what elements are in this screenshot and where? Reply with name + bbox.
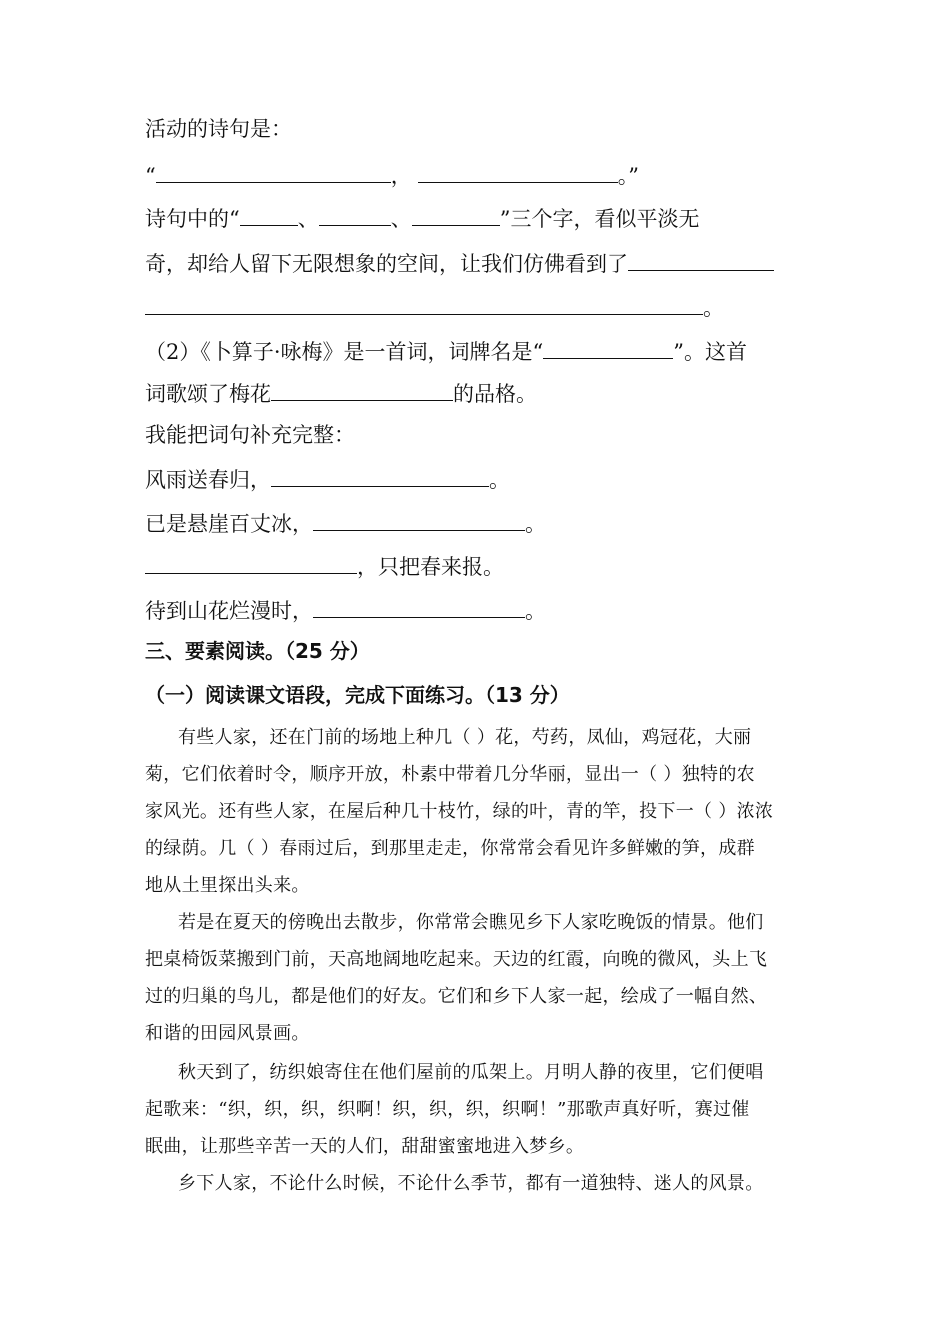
poem-line1 <box>145 464 510 495</box>
q1-line3 <box>145 203 700 234</box>
separator: 、 <box>390 207 412 231</box>
passage-line: 秋天到了，纺织娘寄住在他们屋前的瓜架上。月明人静的夜里，它们便唱 <box>178 1062 764 1083</box>
answer-blank[interactable] <box>412 203 500 226</box>
passage-line: 乡下人家，不论什么时候，不论什么季节，都有一道独特、迷人的风景。 <box>178 1173 764 1194</box>
poem-line3 <box>145 551 504 582</box>
q2-line3 <box>145 420 355 450</box>
answer-blank[interactable] <box>319 203 391 226</box>
passage-line: 菊，它们依着时令，顺序开放，朴素中带着几分华丽，显出一（ ）独特的农 <box>145 764 755 785</box>
answer-blank[interactable] <box>240 203 298 226</box>
q1-line1 <box>145 114 292 144</box>
passage-line: 的绿荫。几（ ）春雨过后，到那里走走，你常常会看见许多鲜嫩的笋，成群 <box>145 838 755 859</box>
subsection-title <box>145 680 570 710</box>
answer-blank[interactable] <box>628 248 774 271</box>
q2-line3-text: 我能把词句补充完整： <box>145 423 355 447</box>
poem-line1-text: 风雨送春归， <box>145 468 271 492</box>
answer-blank[interactable] <box>145 292 703 315</box>
passage-line: 若是在夏天的傍晚出去散步，你常常会瞧见乡下人家吃晚饭的情景。他们 <box>178 912 764 933</box>
poem-line2 <box>145 508 546 539</box>
section-title-text: 三、要素阅读。（25 分） <box>145 639 370 663</box>
poem-line4 <box>145 595 546 626</box>
q1-line3-text-a: 诗句中的“ <box>145 207 240 231</box>
q1-line1-text: 活动的诗句是： <box>145 117 292 141</box>
passage-line: 地从土里探出头来。 <box>145 875 310 896</box>
passage-line: 过的归巢的鸟儿，都是他们的好友。它们和乡下人家一起，绘成了一幅自然、 <box>145 986 768 1007</box>
passage-line: 有些人家，还在门前的场地上种几（ ）花，芍药，凤仙，鸡冠花，大丽 <box>178 727 752 748</box>
passage-line: 和谐的田园风景画。 <box>145 1023 310 1044</box>
answer-blank[interactable] <box>313 595 525 618</box>
q1-line3-text-b: ”三个字，看似平淡无 <box>499 207 700 231</box>
open-quote: “ <box>145 164 156 188</box>
poem-line4-text: 待到山花烂漫时， <box>145 599 313 623</box>
period: 。 <box>703 296 724 320</box>
q2-line1-text-b: ”。这首 <box>673 340 748 364</box>
answer-blank[interactable] <box>543 336 673 359</box>
q1-line5 <box>145 292 724 323</box>
q2-line2-text-a: 词歌颂了梅花 <box>145 382 271 406</box>
answer-blank[interactable] <box>145 551 357 574</box>
q1-line4 <box>145 248 774 279</box>
section-title <box>145 636 370 666</box>
passage-line: 家风光。还有些人家，在屋后种几十枝竹，绿的叶，青的竿，投下一（ ）浓浓 <box>145 801 774 822</box>
poem-line3-text: ，只把春来报。 <box>357 555 504 579</box>
close-quote: 。” <box>617 164 639 188</box>
answer-blank[interactable] <box>313 508 525 531</box>
answer-blank[interactable] <box>418 160 618 183</box>
q1-line4-text: 奇，却给人留下无限想象的空间，让我们仿佛看到了 <box>145 252 628 276</box>
q2-line2-text-b: 的品格。 <box>453 382 537 406</box>
passage-line: 眠曲，让那些辛苦一天的人们，甜甜蜜蜜地进入梦乡。 <box>145 1136 585 1157</box>
separator: 、 <box>297 207 319 231</box>
answer-blank[interactable] <box>271 464 489 487</box>
q2-line2 <box>145 378 537 409</box>
comma: ， <box>390 164 412 188</box>
q2-line1-text-a: （2）《卜算子·咏梅》是一首词，词牌名是“ <box>145 340 544 364</box>
answer-blank[interactable] <box>271 378 453 401</box>
passage-line: 把桌椅饭菜搬到门前，天高地阔地吃起来。天边的红霞，向晚的微风，头上飞 <box>145 949 768 970</box>
period: 。 <box>525 512 546 536</box>
passage-line: 起歌来：“织，织，织，织啊！织，织，织，织啊！”那歌声真好听，赛过催 <box>145 1099 750 1120</box>
period: 。 <box>489 468 510 492</box>
period: 。 <box>525 599 546 623</box>
subsection-title-text: （一）阅读课文语段，完成下面练习。（13 分） <box>145 683 570 707</box>
poem-line2-text: 已是悬崖百丈冰， <box>145 512 313 536</box>
q2-line1 <box>145 336 747 367</box>
q1-line2 <box>145 160 639 191</box>
answer-blank[interactable] <box>156 160 391 183</box>
